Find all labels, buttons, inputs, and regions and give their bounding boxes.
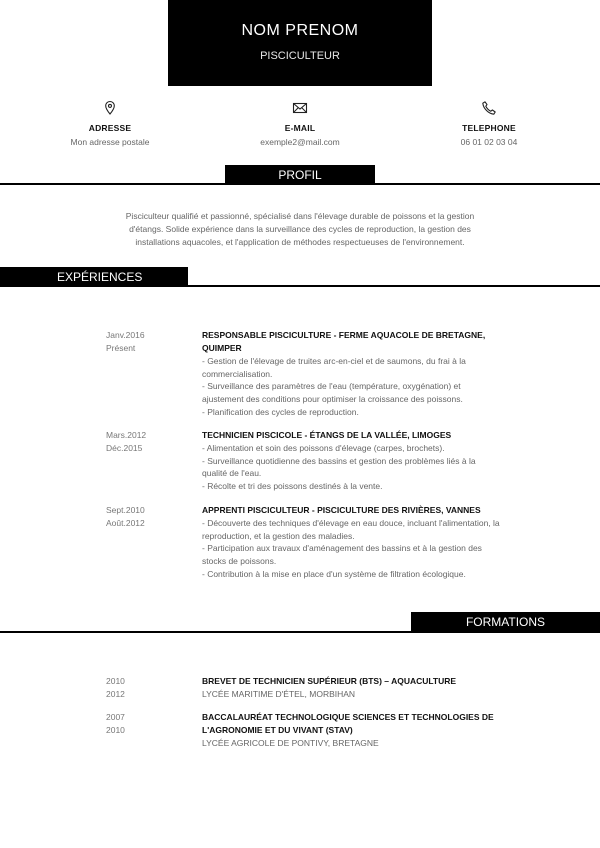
date-end: Présent: [106, 343, 136, 353]
bullet: - Surveillance des paramètres de l'eau (température, oxygénation) et ajustement des conditions pour optimiser la croissance des poissons.: [202, 381, 463, 405]
date-start: 2007: [106, 712, 125, 722]
experience-dates: [106, 504, 196, 530]
date-end: 2010: [106, 725, 125, 735]
email-label: E-MAIL: [284, 123, 316, 133]
name-header-box: [168, 0, 432, 86]
experience-bullets: [202, 517, 502, 581]
formation-dates: [106, 675, 196, 701]
bullet: - Surveillance quotidienne des bassins et gestion des problèmes liés à la qualité de l'eau.: [202, 455, 476, 479]
formation-school: LYCÉE MARITIME D'ÉTEL, MORBIHAN: [202, 689, 356, 699]
date-start: Sept.2010: [106, 505, 145, 515]
experience-dates: [106, 429, 196, 455]
experience-title: TECHNICIEN PISCICOLE - ÉTANGS DE LA VALLÉE, LIMOGES: [202, 430, 452, 440]
date-start: Janv.2016: [106, 330, 145, 340]
map-pin-icon: [10, 100, 210, 118]
date-end: Déc.2015: [106, 443, 143, 453]
address-value: Mon adresse postale: [70, 137, 150, 147]
bullet: - Participation aux travaux d'aménagement des bassins et à la gestion des stocks de poissons.: [202, 543, 482, 567]
contact-email: [200, 100, 400, 147]
date-end: Août.2012: [106, 518, 145, 528]
formation-dates: [106, 711, 196, 737]
phone-value: 06 01 02 03 04: [460, 137, 518, 147]
bullet: - Gestion de l'élevage de truites arc-en-ciel et de saumons, du frai à la commercialisation.: [202, 356, 466, 379]
experiences-section-title: EXPÉRIENCES: [0, 267, 188, 287]
envelope-icon: [200, 100, 400, 118]
job-title: PISCICULTEUR: [260, 50, 340, 62]
experience-title: APPRENTI PISCICULTEUR - PISCICULTURE DES RIVIÈRES, VANNES: [202, 505, 481, 515]
date-start: 2010: [106, 676, 125, 686]
experience-bullets: [202, 355, 502, 419]
bullet: - Découverte des techniques d'élevage en eau douce, incluant l'alimentation, la reproduction, et la gestion des maladies.: [202, 518, 500, 541]
bullet: - Récolte et tri des poissons destinés à la vente.: [202, 481, 383, 492]
formation-title: BACCALAURÉAT TECHNOLOGIQUE SCIENCES ET TECHNOLOGIES DE L'AGRONOMIE ET DU VIVANT (STAV): [202, 712, 494, 735]
contact-address: [10, 100, 210, 147]
phone-label: TELEPHONE: [462, 123, 516, 133]
phone-icon: [389, 100, 589, 118]
formations-section-title: FORMATIONS: [411, 612, 600, 632]
date-start: Mars.2012: [106, 430, 147, 440]
person-name: NOM PRENOM: [241, 22, 359, 39]
date-end: 2012: [106, 689, 125, 699]
formation-school: LYCÉE AGRICOLE DE PONTIVY, BRETAGNE: [202, 738, 379, 748]
contact-phone: [389, 100, 589, 147]
experience-bullets: [202, 442, 502, 493]
bullet: - Alimentation et soin des poissons d'élevage (carpes, brochets).: [202, 443, 445, 453]
formation-title: BREVET DE TECHNICIEN SUPÉRIEUR (BTS) – AQUACULTURE: [202, 676, 457, 686]
profil-text: Pisciculteur qualifié et passionné, spécialisé dans l'élevage durable de poissons et la gestion d'étangs. Solide expérience dans la surveillance des cycles de reproduction, la gestion des installations aquacoles, et l'application de méthodes respectueuses de l'environnement.: [125, 211, 475, 247]
address-label: ADRESSE: [88, 123, 132, 133]
email-value: exemple2@mail.com: [260, 137, 340, 147]
experience-title: RESPONSABLE PISCICULTURE - FERME AQUACOLE DE BRETAGNE, QUIMPER: [202, 330, 486, 353]
bullet: - Planification des cycles de reproduction.: [202, 406, 359, 417]
experience-dates: [106, 329, 196, 355]
bullet: - Contribution à la mise en place d'un système de filtration écologique.: [202, 568, 466, 579]
profil-section-title: PROFIL: [225, 165, 375, 185]
